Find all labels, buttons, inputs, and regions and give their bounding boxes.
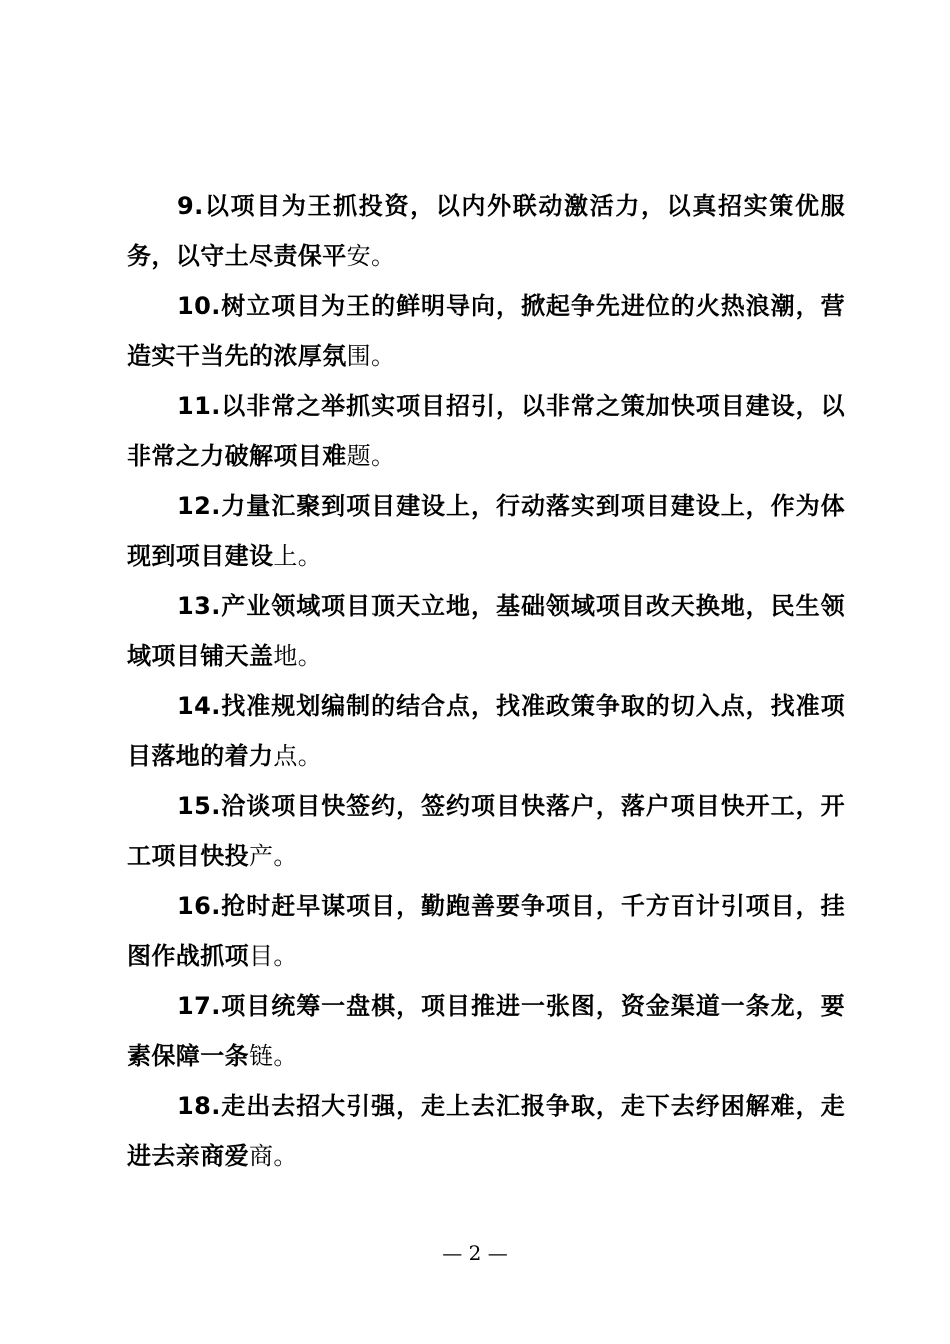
paragraph-number: 9. — [177, 192, 204, 220]
paragraph-14 — [127, 681, 845, 781]
paragraph-text: 抢时赶早谋项目，勤跑善要争项目，千方百计引项目，挂图作战抓项 — [127, 892, 845, 970]
page-number: — 2 — — [442, 1241, 508, 1265]
paragraph-tail: 题。 — [346, 442, 396, 470]
paragraph-tail: 安。 — [346, 242, 396, 270]
paragraph-number: 15. — [177, 792, 221, 820]
paragraph-18 — [127, 1081, 845, 1181]
paragraph-tail: 产。 — [249, 842, 298, 870]
paragraph-tail: 上。 — [273, 542, 323, 570]
paragraph-number: 14. — [177, 692, 221, 720]
paragraph-number: 11. — [177, 392, 221, 420]
paragraph-15 — [127, 781, 845, 881]
paragraph-tail: 链。 — [249, 1042, 298, 1070]
paragraph-text: 找准规划编制的结合点，找准政策争取的切入点，找准项目落地的着力 — [127, 692, 845, 770]
paragraph-text: 以项目为王抓投资，以内外联动激活力，以真招实策优服务，以守土尽责保平 — [127, 192, 845, 270]
paragraph-number: 17. — [177, 992, 221, 1020]
paragraph-text: 以非常之举抓实项目招引，以非常之策加快项目建设，以非常之力破解项目难 — [127, 392, 845, 470]
paragraph-number: 18. — [177, 1092, 221, 1120]
paragraph-text: 力量汇聚到项目建设上，行动落实到项目建设上，作为体现到项目建设 — [127, 492, 845, 570]
paragraph-tail: 商。 — [249, 1142, 298, 1170]
paragraph-12 — [127, 481, 845, 581]
paragraph-16 — [127, 881, 845, 981]
paragraph-tail: 围。 — [346, 342, 396, 370]
paragraph-number: 13. — [177, 592, 221, 620]
paragraph-17 — [127, 981, 845, 1081]
paragraph-number: 16. — [177, 892, 221, 920]
paragraph-10 — [127, 281, 845, 381]
paragraph-tail: 点。 — [273, 742, 323, 770]
paragraph-11 — [127, 381, 845, 481]
paragraph-text: 产业领域项目顶天立地，基础领域项目改天换地，民生领域项目铺天盖 — [127, 592, 845, 670]
paragraph-number: 10. — [177, 292, 221, 320]
paragraph-number: 12. — [177, 492, 221, 520]
paragraph-tail: 目。 — [249, 942, 298, 970]
paragraph-13 — [127, 581, 845, 681]
document-body — [127, 181, 845, 1181]
paragraph-text: 走出去招大引强，走上去汇报争取，走下去纾困解难，走进去亲商爱 — [127, 1092, 845, 1170]
paragraph-text: 项目统筹一盘棋，项目推进一张图，资金渠道一条龙，要素保障一条 — [127, 992, 845, 1070]
paragraph-9 — [127, 181, 845, 281]
paragraph-text: 洽谈项目快签约，签约项目快落户，落户项目快开工，开工项目快投 — [127, 792, 845, 870]
paragraph-text: 树立项目为王的鲜明导向，掀起争先进位的火热浪潮，营造实干当先的浓厚氛 — [127, 292, 845, 370]
paragraph-tail: 地。 — [273, 642, 323, 670]
